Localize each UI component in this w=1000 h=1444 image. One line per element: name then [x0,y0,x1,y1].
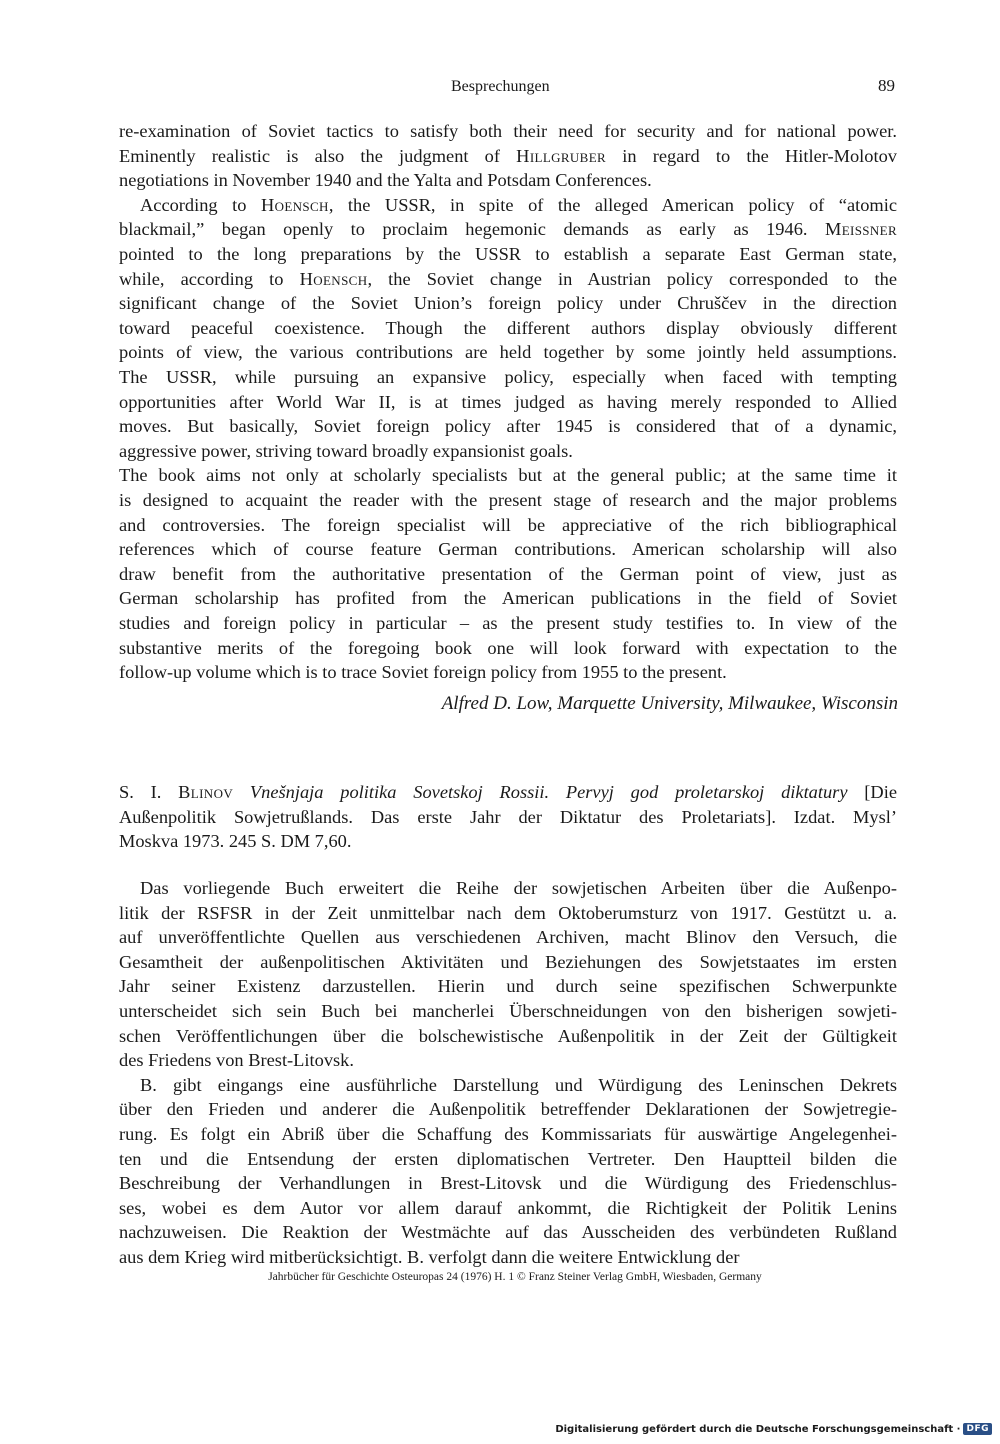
review2-bibliographic-entry [119,780,897,854]
text-line: über den Frieden und anderer die Außenpolitik betreffender Deklarationen der Sowjetregie- [119,1099,897,1120]
funding-notice [555,1423,992,1435]
text-line: des Friedens von Brest-Litovsk. [119,1050,354,1071]
text-line: Das vorliegende Buch erweitert die Reihe der sowjetischen Arbeiten über die Außenpo- [140,878,897,898]
text-line: and controversies. The foreign specialist will be appreciative of the rich bibliographical [119,514,897,535]
text-line: significant change of the Soviet Union’s foreign policy under Chruščev in the direction [119,293,897,314]
text-line: studies and foreign policy in particular – as the present study testifies to. In view of the [119,612,897,633]
review2-paragraph-2 [119,1073,897,1270]
text-line: Jahr seiner Existenz darzustellen. Hierin und durch seine spezifischen Schwerpunkte [119,976,897,997]
text-line: Eminently realistic is also the judgment of Hillgruber in regard to the Hitler-Molotov [119,145,897,166]
reviewer-signature: Alfred D. Low, Marquette University, Milwaukee, Wisconsin [441,693,898,714]
text-line: aus dem Krieg wird mitberücksichtigt. B. verfolgt dann die weitere Entwicklung der [119,1246,740,1267]
text-line: The book aims not only at scholarly specialists but at the general public; at the same time it [119,465,897,486]
review2-paragraph-1 [119,876,897,1073]
text-line: points of view, the various contributions are held together by some jointly held assumptions. [119,342,897,363]
text-line: rung. Es folgt ein Abriß über die Schaffung des Kommissariats für auswärtige Angelegenhei- [119,1123,897,1144]
text-line: follow-up volume which is to trace Soviet foreign policy from 1955 to the present. [119,662,727,683]
text-line: schen Veröffentlichungen über die bolschewistische Außenpolitik in der Zeit der Gültigkeit [119,1025,897,1046]
page-number: 89 [878,76,895,95]
dfg-logo: DFG [963,1423,992,1435]
text-line: re-examination of Soviet tactics to satisfy both their need for security and for national power. [119,121,897,141]
text-line: is designed to acquaint the reader with the present stage of research and the major problems [119,489,897,510]
text-line: Moskva 1973. 245 S. DM 7,60. [119,831,352,852]
text-line: toward peaceful coexistence. Though the different authors display obviously different [119,317,897,338]
text-line: B. gibt eingangs eine ausführliche Darstellung und Würdigung des Leninschen Dekrets [140,1074,897,1095]
text-line: According to Hoensch, the USSR, in spite of the alleged American policy of “atomic [140,194,897,215]
page-header [0,76,1000,102]
text-line: moves. But basically, Soviet foreign policy after 1945 is considered that of a dynamic, [119,416,897,437]
text-line: aggressive power, striving toward broadly expansionist goals. [119,440,573,461]
text-line: The USSR, while pursuing an expansive policy, especially when faced with tempting [119,366,897,387]
text-line: auf unveröffentlichte Quellen aus verschiedenen Archiven, macht Blinov den Versuch, die [119,927,897,948]
text-line: opportunities after World War II, is at times judged as having merely responded to Allied [119,391,897,412]
text-line: references which of course feature German contributions. American scholarship will also [119,539,897,560]
text-line: Gesamtheit der außenpolitischen Aktivitäten und Beziehungen des Sowjetstaates im ersten [119,951,897,972]
text-line: ses, wobei es dem Autor vor allem darauf ankommt, die Richtigkeit der Politik Lenins [119,1197,897,1218]
text-line: German scholarship has profited from the American publications in the field of Soviet [119,588,897,609]
funding-text: Digitalisierung gefördert durch die Deutsche Forschungsgemeinschaft · [555,1423,961,1435]
running-title: Besprechungen [451,78,550,95]
text-line: litik der RSFSR in der Zeit unmittelbar nach dem Oktoberumsturz von 1917. Gestützt u. a. [119,902,897,923]
text-line: while, according to Hoensch, the Soviet change in Austrian policy corresponded to the [119,268,897,289]
text-line: draw benefit from the authoritative presentation of the German point of view, just as [119,563,897,584]
review1-paragraph-2 [119,193,897,464]
text-line: unterscheidet sich sein Buch bei mancherlei Überschneidungen von den bisherigen sowjeti- [119,1000,897,1021]
text-line: substantive merits of the foregoing book one will look forward with expectation to the [119,637,897,658]
text-line: nachzuweisen. Die Reaktion der Westmächte auf das Ausscheiden des verbündeten Rußland [119,1222,897,1243]
review1-paragraph-3 [119,463,897,684]
review1-paragraph-1 [119,119,897,193]
text-line: negotiations in November 1940 and the Yalta and Potsdam Conferences. [119,170,652,191]
text-line: ten und die Entsendung der ersten diplomatischen Vertreter. Den Hauptteil bilden die [119,1148,897,1169]
text-line: Beschreibung der Verhandlungen in Brest-Litovsk und die Würdigung des Friedenschlus- [119,1173,897,1194]
text-line: Außenpolitik Sowjetrußlands. Das erste Jahr der Diktatur des Proletariats]. Izdat. Mysl’ [119,806,897,827]
text-line: S. I. Blinov Vnešnjaja politika Sovetskoj Rossii. Pervyj god proletarskoj diktatury [Die [119,782,897,802]
journal-footer: Jahrbücher für Geschichte Osteuropas 24 (1976) H. 1 © Franz Steiner Verlag GmbH, Wiesbaden, Germany [268,1271,762,1283]
text-line: pointed to the long preparations by the USSR to establish a separate East German state, [119,243,897,264]
text-line: blackmail,” began openly to proclaim hegemonic demands as early as 1946. Meissner [119,219,897,240]
